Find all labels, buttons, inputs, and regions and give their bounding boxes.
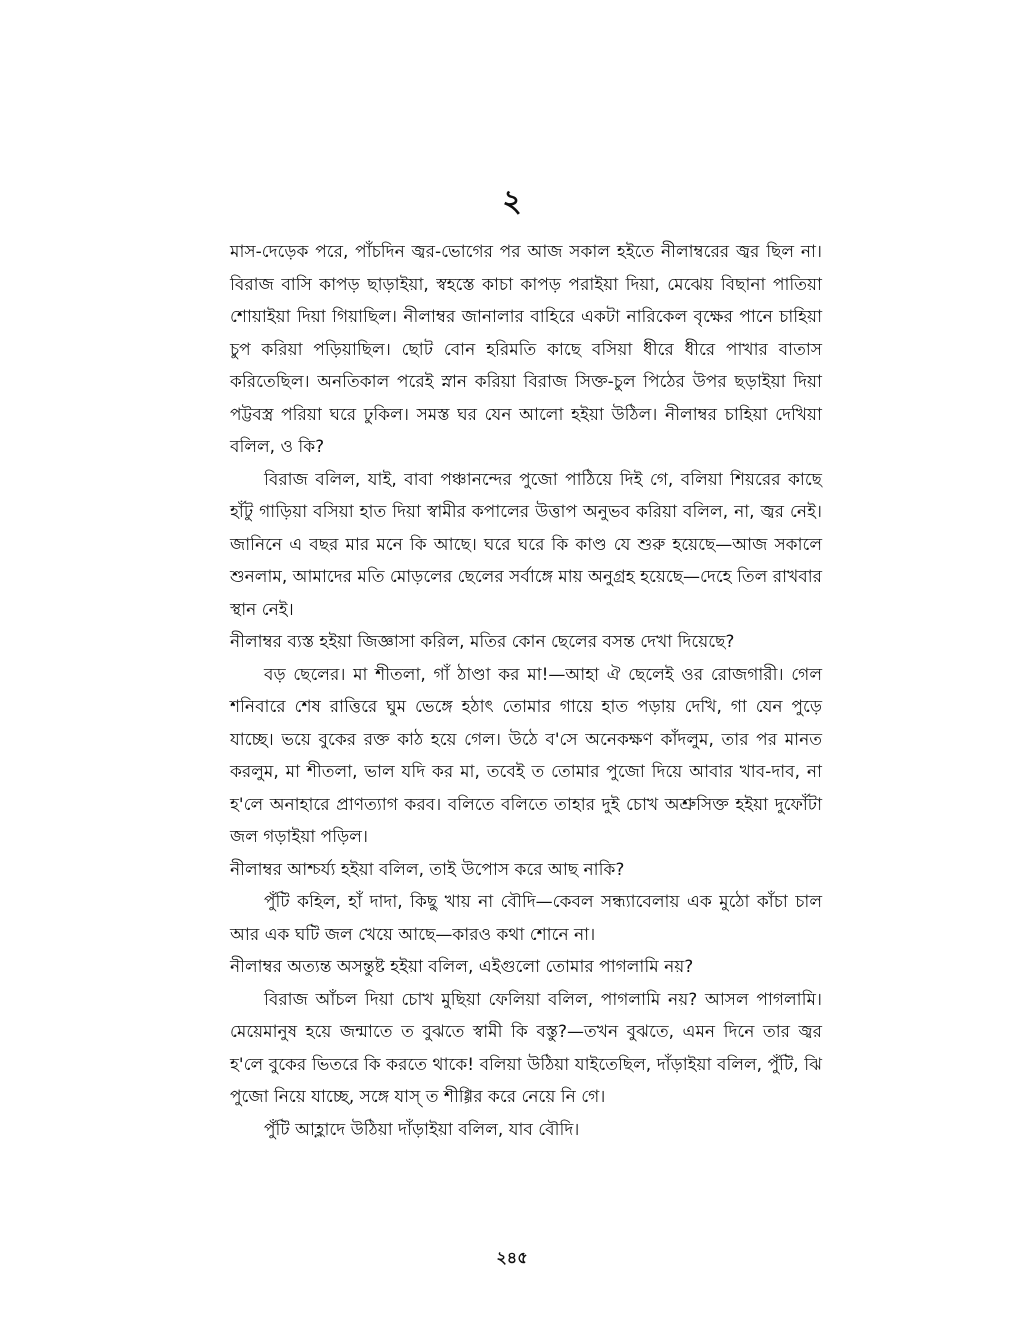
body-text [230,236,822,1146]
paragraph-8: বিরাজ আঁচল দিয়া চোখ মুছিয়া ফেলিয়া বলিল, পাগলামি নয়? আসল পাগলামি। মেয়েমানুষ হয়ে জন্মাতে ত বুঝতে স্বামী কি বস্তু?—তখন বুঝতে, এমন দিনে তার জ্বর হ'লে বুকের ভিতরে কি করতে থাকে! বলিয়া উঠিয়া যাইতেছিল, দাঁড়াইয়া বলিল, পুঁটি, ঝি পুজো নিয়ে যাচ্ছে, সঙ্গে যাস্ ত শীগ্গির করে নেয়ে নি গে। [230,989,822,1107]
paragraph-5: নীলাম্বর আশ্চর্য্য হইয়া বলিল, তাই উপোস করে আছ নাকি? [230,859,625,880]
paragraph-4: বড় ছেলের। মা শীতলা, গাঁ ঠাণ্ডা কর মা!—আহা ঐ ছেলেই ওর রোজগারী। গেল শনিবারে শেষ রাত্তিরে ঘুম ভেঙ্গে হঠাৎ তোমার গায়ে হাত পড়ায় দেখি, গা যেন পুড়ে যাচ্ছে। ভয়ে বুকের রক্ত কাঠ হয়ে গেল। উঠে ব'সে অনেকক্ষণ কাঁদলুম, তার পর মানত করলুম, মা শীতলা, ভাল যদি কর মা, তবেই ত তোমার পুজো দিয়ে আবার খাব-দাব, না হ'লে অনাহারে প্রাণত্যাগ করব। বলিতে বলিতে তাহার দুই চোখ অশ্রুসিক্ত হইয়া দুফোঁটা জল গড়াইয়া পড়িল। [230,664,822,847]
page-number: ২৪৫ [496,1248,528,1267]
paragraph-6: পুঁটি কহিল, হাঁ দাদা, কিছু খায় না বৌদি—কেবল সন্ধ্যাবেলায় এক মুঠো কাঁচা চাল আর এক ঘটি জল খেয়ে আছে—কারও কথা শোনে না। [230,892,822,945]
paragraph-1: মাস-দেড়েক পরে, পাঁচদিন জ্বর-ভোগের পর আজ সকাল হইতে নীলাম্বরের জ্বর ছিল না। বিরাজ বাসি কাপড় ছাড়াইয়া, স্বহস্তে কাচা কাপড় পরাইয়া দিয়া, মেঝেয় বিছানা পাতিয়া শোয়াইয়া দিয়া গিয়াছিল। নীলাম্বর জানালার বাহিরে একটা নারিকেল বৃক্ষের পানে চাহিয়া চুপ করিয়া পড়িয়াছিল। ছোট বোন হরিমতি কাছে বসিয়া ধীরে ধীরে পাখার বাতাস করিতেছিল। অনতিকাল পরেই স্নান করিয়া বিরাজ সিক্ত-চুল পিঠের উপর ছড়াইয়া দিয়া পট্টবস্ত্র পরিয়া ঘরে ঢুকিল। সমস্ত ঘর যেন আলো হইয়া উঠিল। নীলাম্বর চাহিয়া দেখিয়া বলিল, ও কি? [230,242,822,457]
paragraph-3: নীলাম্বর ব্যস্ত হইয়া জিজ্ঞাসা করিল, মতির কোন ছেলের বসন্ত দেখা দিয়েছে? [230,632,735,652]
paragraph-2: বিরাজ বলিল, যাই, বাবা পঞ্চানন্দের পুজো পাঠিয়ে দিই গে, বলিয়া শিয়রের কাছে হাঁটু গাড়িয়া বসিয়া হাত দিয়া স্বামীর কপালের উত্তাপ অনুভব করিয়া বলিল, না, জ্বর নেই। জানিনে এ বছর মার মনে কি আছে। ঘরে ঘরে কি কাণ্ড যে শুরু হয়েছে—আজ সকালে শুনলাম, আমাদের মতি মোড়লের ছেলের সর্বাঙ্গে মায় অনুগ্রহ হয়েছে—দেহে তিল রাখবার স্থান নেই। [230,469,822,620]
paragraph-7: নীলাম্বর অত্যন্ত অসন্তুষ্ট হইয়া বলিল, এইগুলো তোমার পাগলামি নয়? [230,957,694,977]
chapter-number: ২ [502,184,522,219]
paragraph-9: পুঁটি আহ্লাদে উঠিয়া দাঁড়াইয়া বলিল, যাব বৌদি। [264,1119,580,1140]
